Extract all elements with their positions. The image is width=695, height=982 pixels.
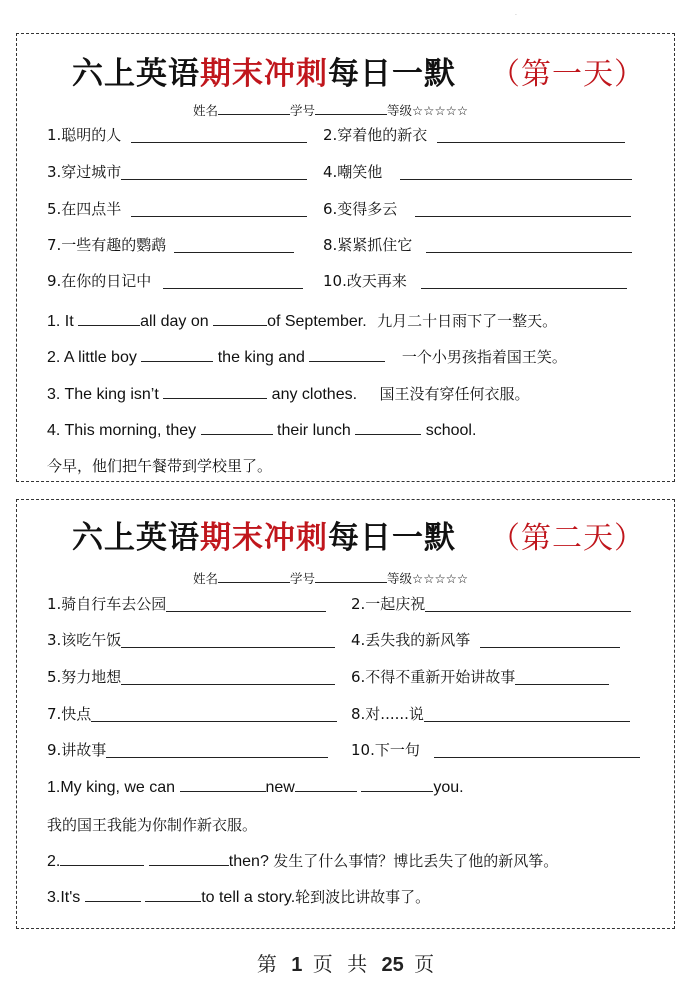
star-rating[interactable]: ☆☆☆☆☆ [412, 103, 469, 118]
sentence-text: of September. [267, 313, 367, 330]
answer-blank[interactable] [515, 668, 609, 685]
answer-blank[interactable] [415, 200, 631, 217]
id-field[interactable] [315, 571, 387, 583]
sentence-text: new [265, 779, 295, 796]
sentence-1-translation [47, 814, 647, 836]
title-suffix: 每日一默 [328, 56, 456, 92]
answer-blank[interactable] [309, 347, 385, 362]
phrase-prompt: 10.下一句 [351, 741, 420, 759]
sentence-text: 1. It [47, 313, 79, 330]
sentence-text: school. [421, 422, 477, 439]
name-label: 姓名 [193, 571, 219, 586]
student-info [193, 101, 468, 119]
sentence-translation: 今早，他们把午餐带到学校里了。 [47, 457, 273, 475]
answer-blank[interactable] [400, 163, 632, 180]
page-number: 1 [291, 954, 303, 976]
answer-blank[interactable] [145, 887, 201, 902]
phrase-prompt: 8.紧紧抓住它 [323, 236, 413, 254]
worksheet-day-1 [16, 33, 675, 482]
phrase-row [47, 703, 647, 725]
day-label: （第二天） [490, 521, 645, 556]
answer-blank[interactable] [141, 347, 213, 362]
day-label: （第一天） [490, 57, 645, 92]
sentence-text: you. [433, 779, 464, 796]
sentence-2 [47, 346, 647, 368]
phrase-prompt: 1.聪明的人 [47, 126, 122, 144]
phrase-row [47, 234, 647, 256]
page-footer [0, 948, 695, 977]
answer-blank[interactable] [437, 126, 625, 143]
student-info [193, 569, 468, 587]
sentence-text: any clothes. [267, 386, 358, 403]
sentence-text: 2. [47, 853, 61, 870]
answer-blank[interactable] [201, 420, 273, 435]
name-field[interactable] [218, 571, 290, 583]
title-highlight: 期末冲刺 [200, 56, 328, 92]
phrase-row [47, 161, 647, 183]
answer-blank[interactable] [131, 200, 307, 217]
answer-blank[interactable] [425, 595, 631, 612]
answer-blank[interactable] [149, 851, 229, 866]
answer-blank[interactable] [121, 163, 307, 180]
sentence-translation: 一个小男孩指着国王笑。 [401, 348, 567, 366]
answer-blank[interactable] [60, 851, 144, 866]
phrase-prompt: 1.骑自行车去公园 [47, 595, 167, 613]
sentence-translation: 国王没有穿任何衣服。 [379, 385, 530, 403]
answer-blank[interactable] [361, 777, 433, 792]
sentence-text: the king and [213, 349, 310, 366]
sentence-translation: 轮到波比讲故事了。 [295, 888, 431, 906]
phrase-prompt: 3.该吃午饭 [47, 631, 122, 649]
title-highlight: 期末冲刺 [200, 520, 328, 556]
sentence-text: to tell a story. [201, 889, 296, 906]
phrase-prompt: 8.对......说 [351, 705, 424, 723]
phrase-prompt: 5.在四点半 [47, 200, 122, 218]
worksheet-title [17, 48, 674, 93]
sentence-3 [47, 886, 647, 908]
sentence-3 [47, 383, 647, 405]
phrase-prompt: 7.一些有趣的鹦鹉 [47, 236, 167, 254]
answer-blank[interactable] [131, 126, 307, 143]
sentence-1 [47, 777, 647, 799]
answer-blank[interactable] [434, 741, 640, 758]
id-field[interactable] [315, 103, 387, 115]
answer-blank[interactable] [78, 311, 140, 326]
phrase-row [47, 629, 647, 651]
sentence-1 [47, 310, 647, 332]
sentence-2 [47, 850, 647, 872]
phrase-row [47, 198, 647, 220]
phrase-row [47, 593, 647, 615]
answer-blank[interactable] [421, 272, 627, 289]
answer-blank[interactable] [91, 705, 337, 722]
phrase-prompt: 6.不得不重新开始讲故事 [351, 668, 516, 686]
phrase-prompt: 9.在你的日记中 [47, 272, 152, 290]
phrase-prompt: 2.穿着他的新衣 [323, 126, 428, 144]
id-label: 学号 [290, 103, 316, 118]
answer-blank[interactable] [355, 420, 421, 435]
footer-text: 页 [414, 952, 439, 976]
answer-blank[interactable] [213, 311, 267, 326]
sentence-text: 3.It's [47, 889, 85, 906]
phrase-prompt: 4.丢失我的新风筝 [351, 631, 471, 649]
phrase-prompt: 3.穿过城市 [47, 163, 122, 181]
answer-blank[interactable] [166, 595, 326, 612]
title-prefix: 六上英语 [72, 56, 200, 92]
answer-blank[interactable] [121, 631, 335, 648]
star-rating[interactable]: ☆☆☆☆☆ [412, 571, 469, 586]
phrase-row [47, 270, 647, 292]
answer-blank[interactable] [480, 631, 620, 648]
answer-blank[interactable] [426, 236, 632, 253]
phrase-prompt: 5.努力地想 [47, 668, 122, 686]
sentence-text: their lunch [272, 422, 356, 439]
sentence-text: all day on [140, 313, 214, 330]
worksheet-title [17, 512, 674, 557]
answer-blank[interactable] [85, 887, 141, 902]
sentence-text: 2. A little boy [47, 349, 142, 366]
answer-blank[interactable] [174, 236, 294, 253]
id-label: 学号 [290, 571, 316, 586]
answer-blank[interactable] [121, 668, 335, 685]
answer-blank[interactable] [163, 272, 303, 289]
name-label: 姓名 [193, 103, 219, 118]
name-field[interactable] [218, 103, 290, 115]
title-prefix: 六上英语 [72, 520, 200, 556]
phrase-prompt: 10.改天再来 [323, 272, 407, 290]
sentence-4-translation [47, 455, 647, 477]
answer-blank[interactable] [180, 777, 266, 792]
sentence-text: 3. The king isn’t [47, 386, 164, 403]
answer-blank[interactable] [106, 741, 328, 758]
sentence-translation: 发生了什么事情？博比丢失了他的新风筝。 [273, 852, 559, 870]
answer-blank[interactable] [295, 777, 357, 792]
phrase-prompt: 2.一起庆祝 [351, 595, 426, 613]
top-mark: . [515, 10, 517, 17]
footer-text: 第 [256, 952, 281, 976]
sentence-translation: 我的国王我能为你制作新衣服。 [47, 816, 258, 834]
sentence-text: then? [228, 853, 269, 870]
answer-blank[interactable] [424, 705, 630, 722]
sentence-text: 4. This morning, they [47, 422, 201, 439]
title-suffix: 每日一默 [328, 520, 456, 556]
sentence-4 [47, 420, 647, 442]
phrase-prompt: 9.讲故事 [47, 741, 107, 759]
answer-blank[interactable] [163, 384, 267, 399]
phrase-prompt: 4.嘲笑他 [323, 163, 383, 181]
footer-text: 页 共 [312, 952, 372, 976]
level-label: 等级 [387, 103, 413, 118]
phrase-row [47, 666, 647, 688]
worksheet-day-2 [16, 499, 675, 929]
phrase-prompt: 6.变得多云 [323, 200, 398, 218]
page-total: 25 [381, 954, 404, 976]
level-label: 等级 [387, 571, 413, 586]
phrase-prompt: 7.快点 [47, 705, 92, 723]
sentence-text: 1.My king, we can [47, 779, 180, 796]
phrase-row [47, 124, 647, 146]
phrase-row [47, 739, 647, 761]
sentence-translation: 九月二十日雨下了一整天。 [377, 312, 558, 330]
